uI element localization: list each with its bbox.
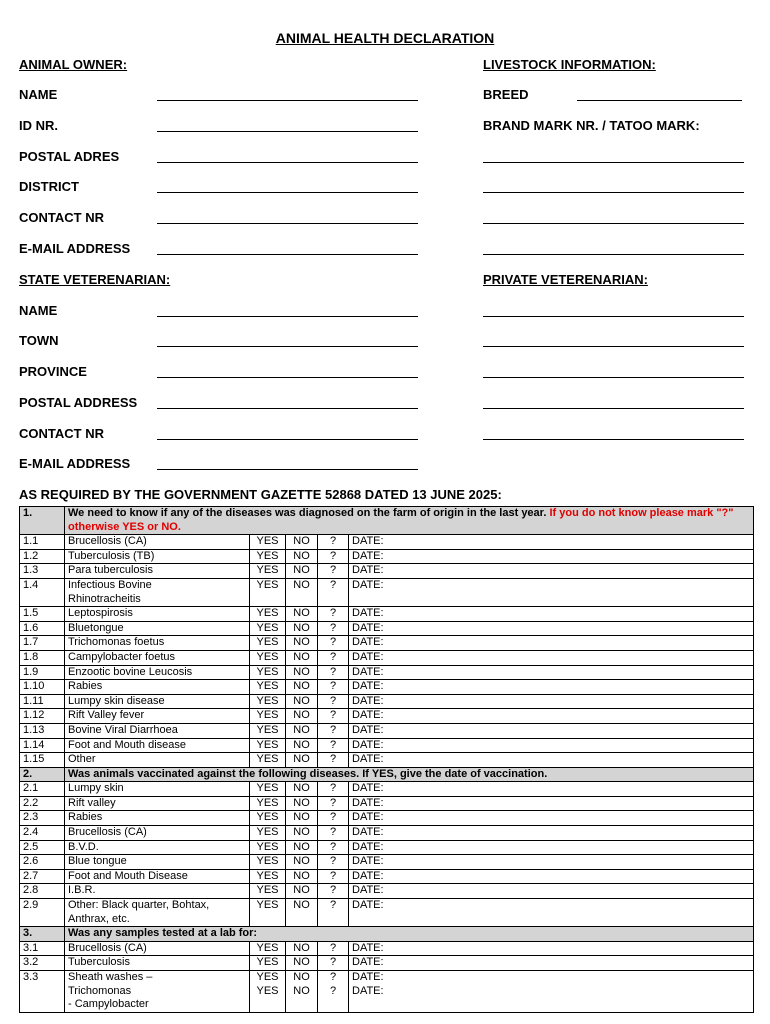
livestock-heading: LIVESTOCK INFORMATION: — [483, 57, 656, 72]
yes-option[interactable]: YES — [250, 753, 286, 768]
yes-option[interactable]: YES — [250, 869, 286, 884]
private-vet-field-1[interactable] — [483, 316, 744, 317]
item-number: 2.8 — [20, 884, 65, 899]
disease-name: Para tuberculosis — [65, 564, 250, 579]
section-question — [65, 927, 754, 942]
owner-district-label: DISTRICT — [19, 179, 79, 194]
disease-name: Rift valley — [65, 796, 250, 811]
breed-field[interactable] — [577, 100, 742, 101]
unknown-option[interactable]: ? — [318, 665, 349, 680]
vet-postal-field[interactable] — [157, 408, 418, 409]
section-question-text: Was any samples tested at a lab for: — [68, 927, 258, 940]
date-field[interactable]: DATE: — [349, 796, 754, 811]
no-option[interactable]: NO — [286, 694, 318, 709]
date-field[interactable]: DATE: — [349, 884, 754, 899]
item-number: 1.11 — [20, 694, 65, 709]
disease-name: Bovine Viral Diarrhoea — [65, 723, 250, 738]
page-title: ANIMAL HEALTH DECLARATION — [275, 30, 495, 46]
private-vet-field-4[interactable] — [483, 408, 744, 409]
table-row — [20, 578, 754, 606]
table-row — [20, 971, 754, 1013]
item-number: 2.1 — [20, 782, 65, 797]
unknown-option[interactable]: ? — [318, 796, 349, 811]
unknown-option[interactable]: ? — [318, 578, 349, 606]
owner-contact-label: CONTACT NR — [19, 210, 104, 225]
date-field[interactable]: DATE: — [349, 855, 754, 870]
no-option[interactable]: NO — [286, 941, 318, 956]
date-field[interactable]: DATE: — [349, 723, 754, 738]
no-option[interactable]: NO — [286, 782, 318, 797]
disease-name: Brucellosis (CA) — [65, 826, 250, 841]
vet-town-field[interactable] — [157, 346, 418, 347]
disease-name: Leptospirosis — [65, 607, 250, 622]
unknown-option[interactable]: ? — [318, 855, 349, 870]
owner-district-field[interactable] — [157, 192, 418, 193]
item-number: 1.9 — [20, 665, 65, 680]
item-number: 1.6 — [20, 621, 65, 636]
unknown-option[interactable]: ? — [318, 709, 349, 724]
date-field[interactable]: DATE: DATE: — [349, 971, 754, 1013]
unknown-option[interactable]: ? — [318, 680, 349, 695]
no-option[interactable]: NO — [286, 607, 318, 622]
table-row — [20, 636, 754, 651]
no-option[interactable]: NO — [286, 636, 318, 651]
date-field[interactable]: DATE: — [349, 738, 754, 753]
unknown-option[interactable]: ? — [318, 941, 349, 956]
table-row — [20, 826, 754, 841]
unknown-option[interactable]: ? — [318, 826, 349, 841]
vet-contact-label: CONTACT NR — [19, 426, 104, 441]
gazette-statement: AS REQUIRED BY THE GOVERNMENT GAZETTE 52868 DATED 13 JUNE 2025: — [19, 487, 502, 502]
disease-name: Rabies — [65, 811, 250, 826]
owner-email-label: E-MAIL ADDRESS — [19, 241, 131, 256]
date-field[interactable]: DATE: — [349, 564, 754, 579]
disease-name: Lumpy skin — [65, 782, 250, 797]
section-question — [65, 507, 754, 535]
table-row — [20, 723, 754, 738]
item-number: 1.8 — [20, 650, 65, 665]
yes-option[interactable]: YES — [250, 941, 286, 956]
unknown-option[interactable]: ? — [318, 869, 349, 884]
item-number: 1.10 — [20, 680, 65, 695]
vet-contact-field[interactable] — [157, 439, 418, 440]
unknown-option[interactable]: ? — [318, 738, 349, 753]
section-number: 2. — [20, 767, 65, 782]
yes-option[interactable]: YES — [250, 855, 286, 870]
item-number: 1.1 — [20, 535, 65, 550]
date-field[interactable]: DATE: — [349, 826, 754, 841]
yes-option[interactable]: YES — [250, 680, 286, 695]
unknown-option[interactable]: ? — [318, 535, 349, 550]
disease-name: Rabies — [65, 680, 250, 695]
no-option[interactable]: NO — [286, 535, 318, 550]
unknown-option[interactable]: ? — [318, 840, 349, 855]
yes-option[interactable]: YES — [250, 578, 286, 606]
item-number: 1.3 — [20, 564, 65, 579]
owner-email-field[interactable] — [157, 254, 418, 255]
yes-option[interactable]: YES — [250, 811, 286, 826]
no-option[interactable]: NO — [286, 621, 318, 636]
table-row — [20, 650, 754, 665]
unknown-option[interactable]: ? — [318, 782, 349, 797]
section-header-row — [20, 767, 754, 782]
disease-name: Campylobacter foetus — [65, 650, 250, 665]
no-option[interactable]: NO — [286, 723, 318, 738]
disease-name: Bluetongue — [65, 621, 250, 636]
no-option[interactable]: NO — [286, 899, 318, 927]
item-number: 1.12 — [20, 709, 65, 724]
brand-mark-field-3[interactable] — [483, 223, 744, 224]
private-vet-field-5[interactable] — [483, 439, 744, 440]
item-number: 1.5 — [20, 607, 65, 622]
yes-option[interactable]: YES — [250, 535, 286, 550]
breed-label: BREED — [483, 87, 529, 102]
date-field[interactable]: DATE: — [349, 621, 754, 636]
date-field[interactable]: DATE: — [349, 840, 754, 855]
item-number: 2.7 — [20, 869, 65, 884]
unknown-option[interactable]: ? — [318, 607, 349, 622]
vet-email-label: E-MAIL ADDRESS — [19, 456, 131, 471]
date-field[interactable]: DATE: — [349, 680, 754, 695]
disease-name: Blue tongue — [65, 855, 250, 870]
vet-name-label: NAME — [19, 303, 58, 318]
owner-id-field[interactable] — [157, 131, 418, 132]
table-row — [20, 680, 754, 695]
vet-postal-label: POSTAL ADDRESS — [19, 395, 138, 410]
table-row — [20, 855, 754, 870]
item-number: 2.4 — [20, 826, 65, 841]
yes-option[interactable]: YES — [250, 709, 286, 724]
table-row — [20, 549, 754, 564]
owner-postal-label: POSTAL ADRES — [19, 149, 120, 164]
section-question-text: We need to know if any of the diseases was diagnosed on the farm of origin in the last year. — [68, 507, 550, 519]
table-row — [20, 535, 754, 550]
section-header-row — [20, 927, 754, 942]
animal-owner-heading: ANIMAL OWNER: — [19, 57, 128, 72]
disease-table — [19, 506, 754, 1013]
disease-name: Other — [65, 753, 250, 768]
table-row — [20, 956, 754, 971]
yes-option[interactable]: YES — [250, 884, 286, 899]
private-vet-field-2[interactable] — [483, 346, 744, 347]
owner-name-label: NAME — [19, 87, 58, 102]
section-header-row — [20, 507, 754, 535]
yes-option[interactable]: YES — [250, 650, 286, 665]
item-number: 1.14 — [20, 738, 65, 753]
no-option[interactable]: NO — [286, 753, 318, 768]
disease-name: B.V.D. — [65, 840, 250, 855]
unknown-option[interactable]: ? — [318, 899, 349, 927]
vet-name-field[interactable] — [157, 316, 418, 317]
section-question-text: Was animals vaccinated against the following diseases. If YES, give the date of vaccination. — [68, 767, 548, 780]
section-question-note: If you do not know please mark "?" otherwise YES or NO. — [68, 507, 734, 533]
yes-option[interactable]: YES YES — [250, 971, 286, 1013]
item-number: 3.3 — [20, 971, 65, 1013]
item-number: 1.4 — [20, 578, 65, 606]
section-number: 1. — [20, 507, 65, 535]
date-field[interactable]: DATE: — [349, 636, 754, 651]
owner-name-field[interactable] — [157, 100, 418, 101]
vet-province-label: PROVINCE — [19, 364, 87, 379]
owner-postal-field[interactable] — [157, 162, 418, 163]
unknown-option[interactable]: ? — [318, 956, 349, 971]
disease-name: Infectious Bovine Rhinotracheitis — [65, 578, 250, 606]
table-row — [20, 621, 754, 636]
yes-option[interactable]: YES — [250, 549, 286, 564]
disease-name: I.B.R. — [65, 884, 250, 899]
date-field[interactable]: DATE: — [349, 535, 754, 550]
table-row — [20, 564, 754, 579]
item-number: 3.2 — [20, 956, 65, 971]
date-field[interactable]: DATE: — [349, 811, 754, 826]
table-row — [20, 869, 754, 884]
item-number: 2.5 — [20, 840, 65, 855]
table-row — [20, 694, 754, 709]
no-option[interactable]: NO — [286, 738, 318, 753]
table-row — [20, 665, 754, 680]
disease-name: Foot and Mouth disease — [65, 738, 250, 753]
yes-option[interactable]: YES — [250, 782, 286, 797]
brand-mark-field-4[interactable] — [483, 254, 744, 255]
unknown-option[interactable]: ? ? — [318, 971, 349, 1013]
table-row — [20, 753, 754, 768]
disease-name: Rift Valley fever — [65, 709, 250, 724]
vet-town-label: TOWN — [19, 333, 59, 348]
disease-name: Sheath washes – Trichomonas - Campylobacter — [65, 971, 250, 1013]
no-option[interactable]: NO — [286, 564, 318, 579]
date-field[interactable]: DATE: — [349, 694, 754, 709]
date-field[interactable]: DATE: — [349, 899, 754, 927]
date-field[interactable]: DATE: — [349, 782, 754, 797]
yes-option[interactable]: YES — [250, 723, 286, 738]
no-option[interactable]: NO — [286, 855, 318, 870]
item-number: 1.7 — [20, 636, 65, 651]
brand-mark-label: BRAND MARK NR. / TATOO MARK: — [483, 118, 700, 133]
unknown-option[interactable]: ? — [318, 549, 349, 564]
private-vet-field-3[interactable] — [483, 377, 744, 378]
date-field[interactable]: DATE: — [349, 753, 754, 768]
no-option[interactable]: NO — [286, 869, 318, 884]
no-option[interactable]: NO — [286, 840, 318, 855]
disease-name: Enzootic bovine Leucosis — [65, 665, 250, 680]
yes-option[interactable]: YES — [250, 621, 286, 636]
yes-option[interactable]: YES — [250, 564, 286, 579]
unknown-option[interactable]: ? — [318, 621, 349, 636]
yes-option[interactable]: YES — [250, 607, 286, 622]
no-option[interactable]: NO — [286, 549, 318, 564]
table-row — [20, 884, 754, 899]
vet-province-field[interactable] — [157, 377, 418, 378]
date-field[interactable]: DATE: — [349, 549, 754, 564]
table-row — [20, 899, 754, 927]
table-row — [20, 796, 754, 811]
disease-name: Other: Black quarter, Bohtax, Anthrax, etc. — [65, 899, 250, 927]
item-number: 2.6 — [20, 855, 65, 870]
no-option[interactable]: NO — [286, 956, 318, 971]
unknown-option[interactable]: ? — [318, 694, 349, 709]
yes-option[interactable]: YES — [250, 840, 286, 855]
section-question — [65, 767, 754, 782]
table-row — [20, 709, 754, 724]
disease-name: Trichomonas foetus — [65, 636, 250, 651]
disease-name: Brucellosis (CA) — [65, 535, 250, 550]
unknown-option[interactable]: ? — [318, 811, 349, 826]
item-number: 3.1 — [20, 941, 65, 956]
date-field[interactable]: DATE: — [349, 607, 754, 622]
date-field[interactable]: DATE: — [349, 665, 754, 680]
vet-email-field[interactable] — [157, 469, 418, 470]
date-field[interactable]: DATE: — [349, 956, 754, 971]
item-number: 2.9 — [20, 899, 65, 927]
no-option[interactable]: NO NO — [286, 971, 318, 1013]
state-vet-heading: STATE VETERENARIAN: — [19, 272, 171, 287]
disease-name: Foot and Mouth Disease — [65, 869, 250, 884]
table-row — [20, 607, 754, 622]
date-field[interactable]: DATE: — [349, 650, 754, 665]
table-row — [20, 941, 754, 956]
date-field[interactable]: DATE: — [349, 869, 754, 884]
unknown-option[interactable]: ? — [318, 884, 349, 899]
item-number: 1.15 — [20, 753, 65, 768]
brand-mark-field-2[interactable] — [483, 192, 744, 193]
item-number: 2.2 — [20, 796, 65, 811]
yes-option[interactable]: YES — [250, 665, 286, 680]
yes-option[interactable]: YES — [250, 899, 286, 927]
owner-contact-field[interactable] — [157, 223, 418, 224]
no-option[interactable]: NO — [286, 665, 318, 680]
no-option[interactable]: NO — [286, 826, 318, 841]
unknown-option[interactable]: ? — [318, 753, 349, 768]
yes-option[interactable]: YES — [250, 956, 286, 971]
no-option[interactable]: NO — [286, 650, 318, 665]
disease-name: Tuberculosis — [65, 956, 250, 971]
disease-name: Brucellosis (CA) — [65, 941, 250, 956]
date-field[interactable]: DATE: — [349, 709, 754, 724]
date-field[interactable]: DATE: — [349, 578, 754, 606]
owner-id-label: ID NR. — [19, 118, 58, 133]
table-row — [20, 782, 754, 797]
unknown-option[interactable]: ? — [318, 650, 349, 665]
item-number: 1.2 — [20, 549, 65, 564]
unknown-option[interactable]: ? — [318, 636, 349, 651]
disease-name: Tuberculosis (TB) — [65, 549, 250, 564]
unknown-option[interactable]: ? — [318, 564, 349, 579]
table-row — [20, 840, 754, 855]
item-number: 2.3 — [20, 811, 65, 826]
table-row — [20, 738, 754, 753]
no-option[interactable]: NO — [286, 884, 318, 899]
yes-option[interactable]: YES — [250, 796, 286, 811]
brand-mark-field-1[interactable] — [483, 162, 744, 163]
yes-option[interactable]: YES — [250, 826, 286, 841]
section-number: 3. — [20, 927, 65, 942]
unknown-option[interactable]: ? — [318, 723, 349, 738]
no-option[interactable]: NO — [286, 709, 318, 724]
no-option[interactable]: NO — [286, 811, 318, 826]
no-option[interactable]: NO — [286, 680, 318, 695]
date-field[interactable]: DATE: — [349, 941, 754, 956]
yes-option[interactable]: YES — [250, 738, 286, 753]
yes-option[interactable]: YES — [250, 636, 286, 651]
no-option[interactable]: NO — [286, 578, 318, 606]
item-number: 1.13 — [20, 723, 65, 738]
no-option[interactable]: NO — [286, 796, 318, 811]
disease-name: Lumpy skin disease — [65, 694, 250, 709]
table-row — [20, 811, 754, 826]
private-vet-heading: PRIVATE VETERENARIAN: — [483, 272, 648, 287]
yes-option[interactable]: YES — [250, 694, 286, 709]
